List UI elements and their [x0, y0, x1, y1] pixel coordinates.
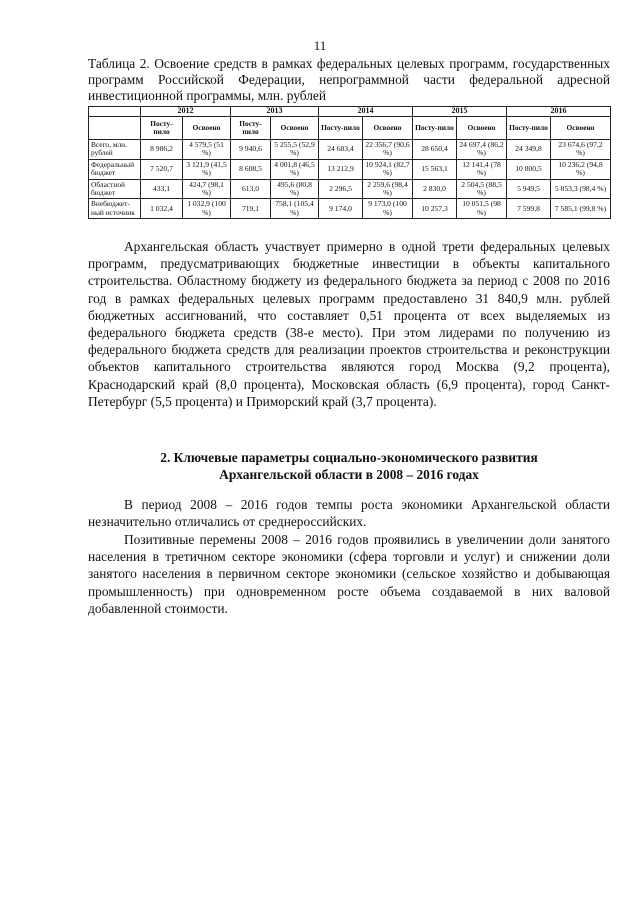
- table-cell: 3 121,9 (41,5 %): [183, 159, 231, 179]
- paragraph-participation: [88, 238, 610, 410]
- table-cell: 495,6 (80,8 %): [271, 179, 319, 199]
- table-cell: 9 173,0 (100 %): [363, 199, 413, 219]
- table-cell: 7 599,8: [507, 199, 551, 219]
- spent-header: Освоено: [551, 117, 611, 140]
- table-cell: 10 800,5: [507, 159, 551, 179]
- table-cell: 9 174,0: [319, 199, 363, 219]
- year-header: 2014: [319, 107, 413, 117]
- paragraph-text: Позитивные перемены 2008 – 2016 годов проявились в увеличении доли занятого населения в третичном секторе экономики (сфера торговли и услуг) и снижении доли занятого населения в первичном секторе экономики (сельское хозяйство и добывающая промышленность) при одновременном росте объема создаваемой в них валовой добавленной стоимости.: [88, 532, 610, 616]
- table-cell: 433,1: [141, 179, 183, 199]
- table-cell: 10 236,2 (94,8 %): [551, 159, 611, 179]
- table-header-years: [89, 107, 611, 117]
- table-header-subcolumns: [89, 117, 611, 140]
- table-cell: 10 257,3: [413, 199, 457, 219]
- table-cell: 7 520,7: [141, 159, 183, 179]
- table-cell: 758,1 (105,4 %): [271, 199, 319, 219]
- year-header: 2013: [231, 107, 319, 117]
- paragraph-changes: [88, 531, 610, 617]
- spent-header: Освоено: [271, 117, 319, 140]
- table-cell: 24 349,8: [507, 140, 551, 160]
- received-header: Посту-пило: [319, 117, 363, 140]
- table-caption: Таблица 2. Освоение средств в рамках федеральных целевых программ, государственных программ Российской Федерации, непрограммной части федеральной адресной инвестиционной программы, млн. рублей: [88, 56, 610, 103]
- table-cell: 8 608,5: [231, 159, 271, 179]
- spent-header: Освоено: [363, 117, 413, 140]
- section-heading-line: Архангельской области в 2008 – 2016 годах: [219, 467, 479, 482]
- table-cell: 2 830,0: [413, 179, 457, 199]
- table-cell: 22 356,7 (90,6 %): [363, 140, 413, 160]
- table-cell: 7 585,1 (99,8 %): [551, 199, 611, 219]
- table-row: [89, 179, 611, 199]
- table-cell: 13 212,9: [319, 159, 363, 179]
- table-cell: 28 650,4: [413, 140, 457, 160]
- row-label: Областной бюджет: [89, 179, 141, 199]
- year-header: 2016: [507, 107, 611, 117]
- table-cell: 24 697,4 (86,2 %): [457, 140, 507, 160]
- section-heading-line: 2. Ключевые параметры социально-экономического развития: [160, 450, 538, 465]
- table-cell: 2 296,5: [319, 179, 363, 199]
- paragraph-text: Архангельская область участвует примерно в одной трети федеральных целевых программ, предусматривающих бюджетные инвестиции в объекты капитального строительства. Областному бюджету из федерального бюджета за период с 2008 по 2016 год в рамках федеральных целевых программ предоставлено 31 840,9 млн. рублей бюджетных ассигнований, что составляет 0,51 процента от всех выделяемых из федерального бюджета средств (38-е место). При этом лидерами по получению из федерального бюджета средств для реализации проектов строительства и реконструкции объектов капитального строительства являются город Москва (9,2 процента), Краснодарский край (8,0 процента), Московская область (6,9 процента), город Санкт-Петербург (5,5 процента) и Приморский край (3,7 процента).: [88, 239, 610, 409]
- table-cell: 8 986,2: [141, 140, 183, 160]
- year-header: 2015: [413, 107, 507, 117]
- table-cell: 23 674,6 (97,2 %): [551, 140, 611, 160]
- table-cell: 5 949,5: [507, 179, 551, 199]
- table-cell: 5 255,5 (52,9 %): [271, 140, 319, 160]
- table-cell: 4 001,8 (46,5 %): [271, 159, 319, 179]
- received-header: Посту-пило: [413, 117, 457, 140]
- table-cell: 10 051,5 (98 %): [457, 199, 507, 219]
- table-cell: 10 924,1 (82,7 %): [363, 159, 413, 179]
- table-row: [89, 159, 611, 179]
- paragraph-growth: [88, 496, 610, 530]
- table-cell: 15 563,1: [413, 159, 457, 179]
- table-cell: 12 141,4 (78 %): [457, 159, 507, 179]
- table-row: [89, 140, 611, 160]
- funding-table: [88, 106, 611, 219]
- table-cell: 2 504,5 (88,5 %): [457, 179, 507, 199]
- table-row: [89, 199, 611, 219]
- table-cell: 424,7 (98,1 %): [183, 179, 231, 199]
- header-corner-lower: [89, 117, 141, 140]
- table-cell: 2 259,6 (98,4 %): [363, 179, 413, 199]
- paragraph-text: В период 2008 – 2016 годов темпы роста экономики Архангельской области незначительно отличались от среднероссийских.: [88, 497, 610, 530]
- table-cell: 719,1: [231, 199, 271, 219]
- table-cell: 613,0: [231, 179, 271, 199]
- table-cell: 1 032,4: [141, 199, 183, 219]
- table-cell: 1 032,9 (100 %): [183, 199, 231, 219]
- table-cell: 9 940,6: [231, 140, 271, 160]
- table-cell: 5 853,3 (98,4 %): [551, 179, 611, 199]
- page-number: 11: [313, 38, 327, 53]
- row-label: Внебюджет-ный источник: [89, 199, 141, 219]
- year-header: 2012: [141, 107, 231, 117]
- received-header: Посту-пило: [231, 117, 271, 140]
- received-header: Посту-пило: [507, 117, 551, 140]
- table-cell: 24 683,4: [319, 140, 363, 160]
- table-cell: 4 579,5 (51 %): [183, 140, 231, 160]
- header-corner: [89, 107, 141, 117]
- section-heading: [88, 449, 610, 483]
- spent-header: Освоено: [183, 117, 231, 140]
- row-label: Всего, млн. рублей: [89, 140, 141, 160]
- spent-header: Освоено: [457, 117, 507, 140]
- row-label: Федеральный бюджет: [89, 159, 141, 179]
- received-header: Посту-пило: [141, 117, 183, 140]
